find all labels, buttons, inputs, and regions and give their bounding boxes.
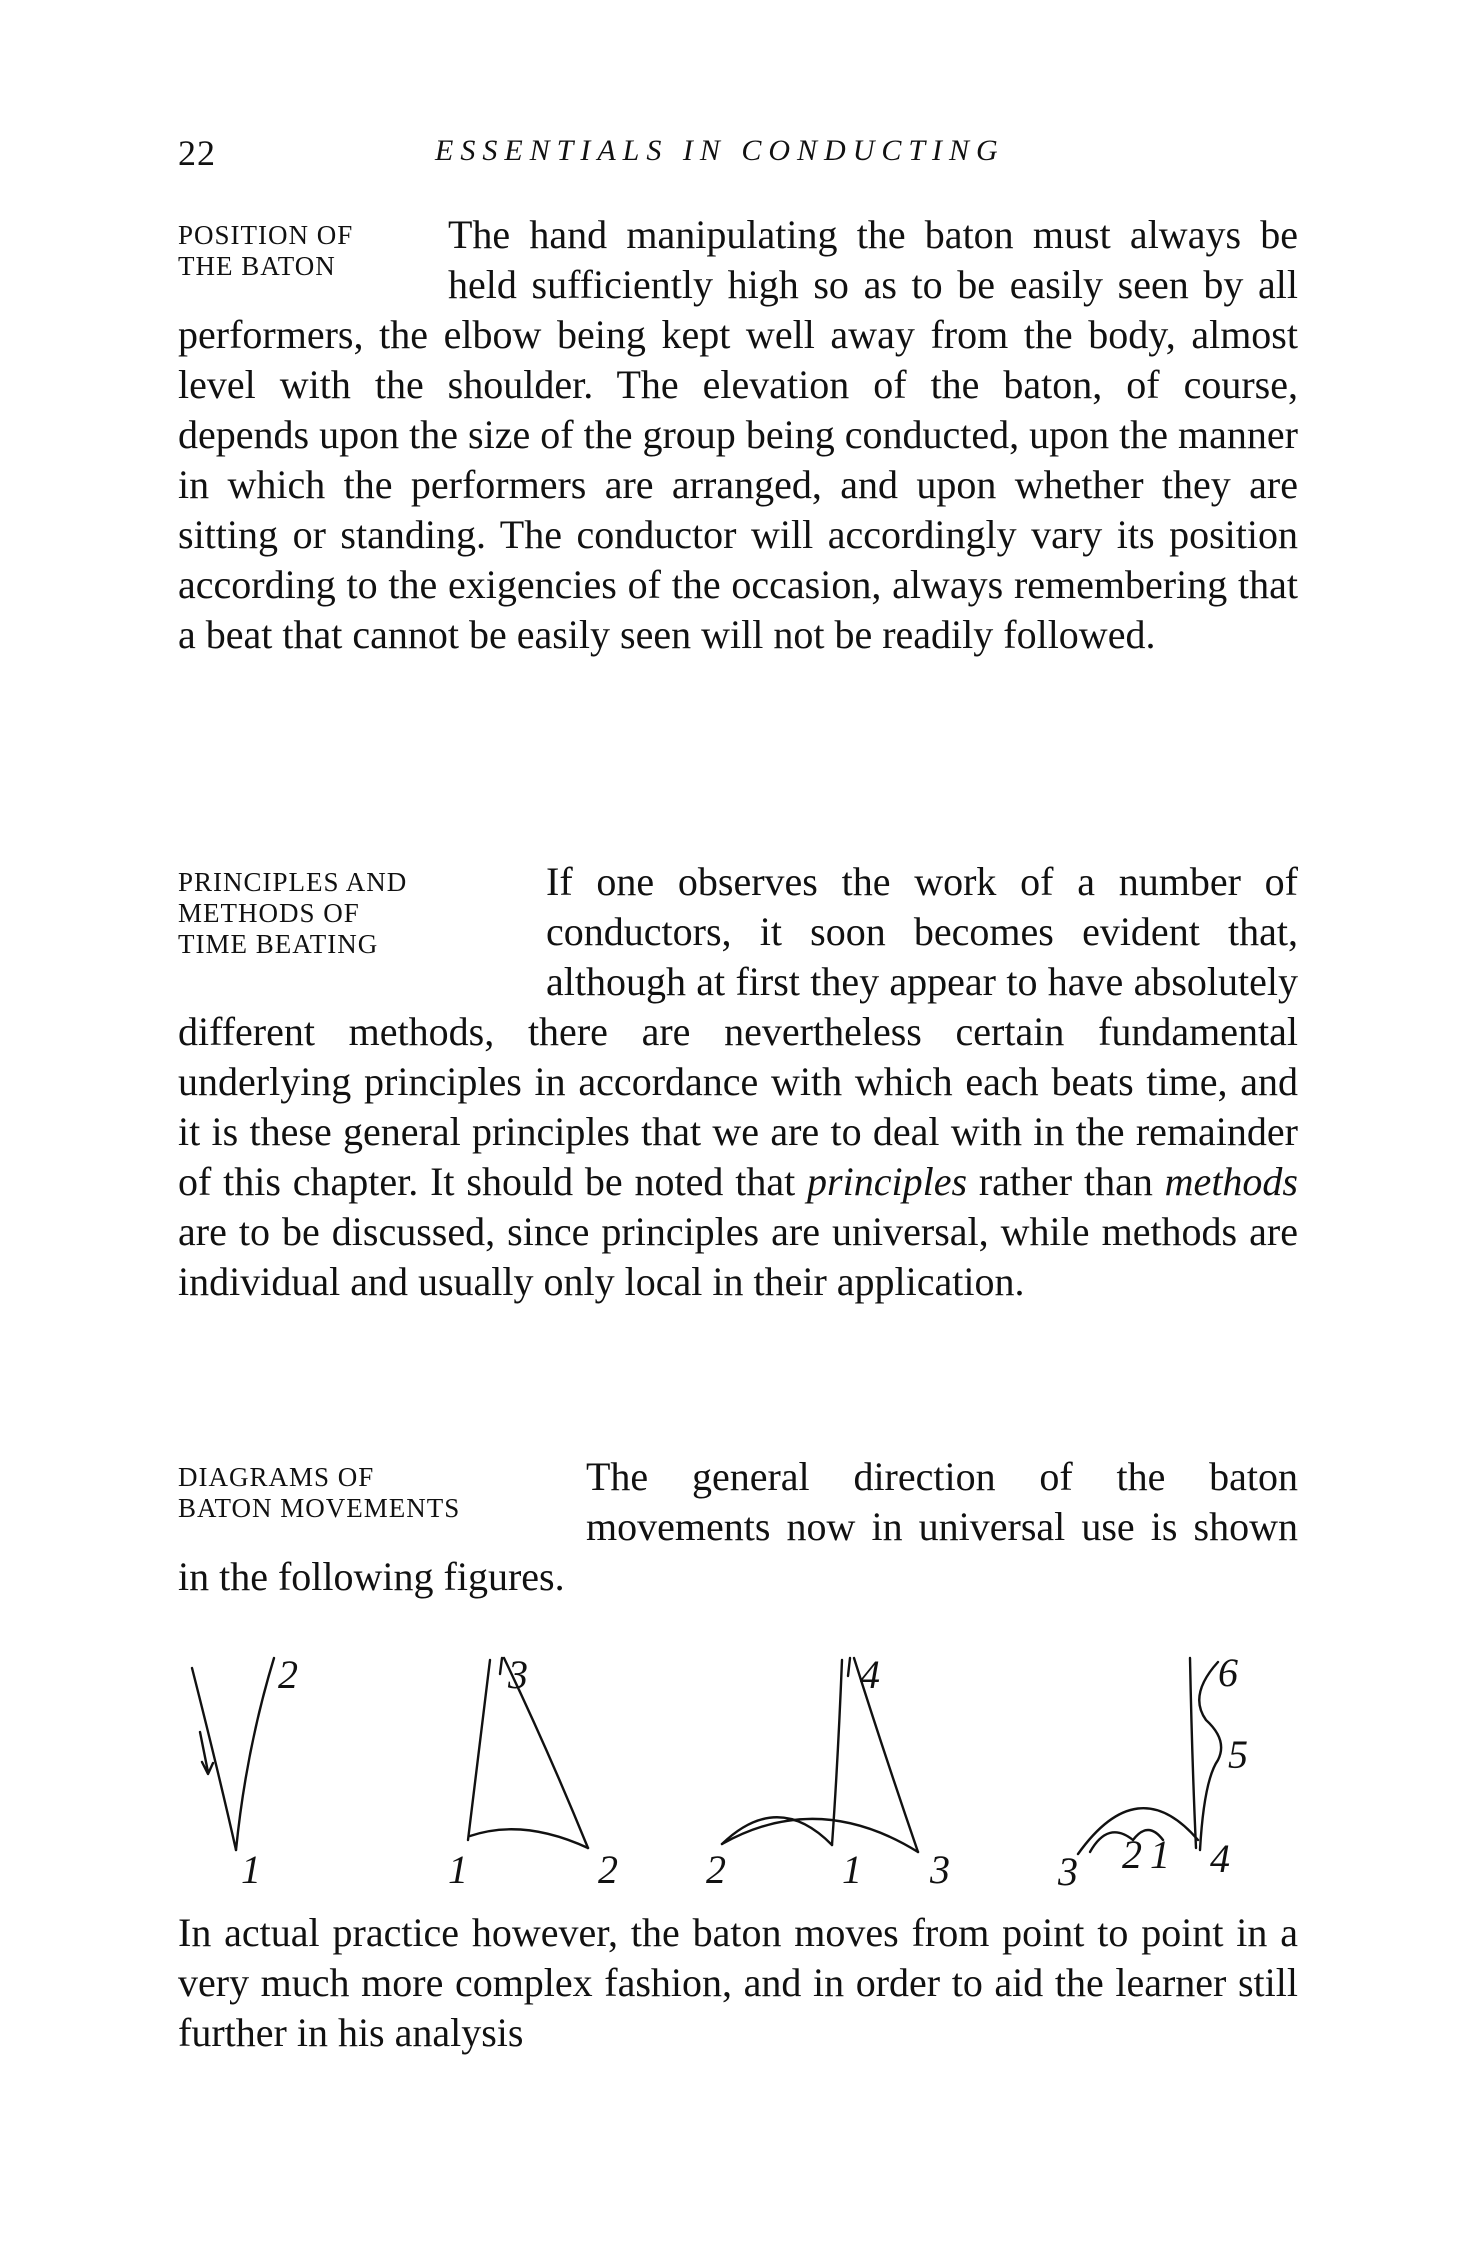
beat-number: 2 [278, 1652, 298, 1697]
running-head: ESSENTIALS IN CONDUCTING [435, 134, 1005, 167]
beat-number: 2 [1122, 1832, 1142, 1877]
six-beat-down-stroke [1190, 1658, 1196, 1848]
diagram-six-beat [1057, 1650, 1248, 1894]
three-beat-down-stroke [468, 1660, 490, 1840]
three-beat-rebound [500, 1658, 502, 1674]
section-position-of-baton [178, 210, 1298, 660]
beat-number: 1 [842, 1847, 862, 1892]
beat-number: 1 [448, 1847, 468, 1892]
section-principles-of-time-beating [178, 857, 1298, 1307]
beat-number: 2 [706, 1847, 726, 1892]
marginal-heading-line: POSITION OF [178, 220, 354, 250]
marginal-heading-line: DIAGRAMS OF [178, 1462, 375, 1492]
marginal-heading-line: TIME BEATING [178, 929, 379, 959]
baton-diagrams [178, 1640, 1298, 1894]
beat-number: 6 [1218, 1650, 1238, 1695]
three-beat-right-stroke [470, 1829, 588, 1848]
diagram-three-beat [448, 1652, 618, 1892]
section-closing [178, 1908, 1298, 2058]
arrow-icon [200, 1732, 213, 1774]
paragraph: In actual practice however, the baton moves from point to point in a very much more complex fashion, and in order to aid the learner still further in his analysis [178, 1910, 1298, 2055]
section-diagrams-of-baton-movements [178, 1452, 1298, 1602]
marginal-heading [178, 1452, 578, 1524]
marginal-heading [178, 210, 440, 282]
emphasis-methods: methods [1164, 1159, 1298, 1204]
beat-number: 3 [1058, 1849, 1078, 1894]
page-number: 22 [178, 133, 216, 173]
paragraph: The general direction of the baton movements now in universal use is shown in the following figures. [178, 1454, 1298, 1599]
baton-diagrams-svg [178, 1640, 1298, 1894]
beat-number: 3 [508, 1652, 528, 1697]
marginal-heading-line: PRINCIPLES AND [178, 867, 408, 897]
text-run: are to be discussed, since principles are universal, while methods are individual and usually only local in their application. [178, 1209, 1298, 1304]
marginal-heading [178, 857, 538, 960]
marginal-heading-line: THE BATON [178, 251, 336, 281]
beat-number: 1 [241, 1847, 261, 1892]
text-run: rather than [967, 1159, 1165, 1204]
diagram-four-beat [706, 1652, 950, 1892]
two-beat-down-stroke [192, 1668, 236, 1850]
beat-number: 5 [1228, 1732, 1248, 1777]
beat-number: 3 [930, 1847, 950, 1892]
emphasis-principles: principles [807, 1159, 968, 1204]
marginal-heading-line: METHODS OF [178, 898, 360, 928]
four-beat-rebound [848, 1658, 850, 1676]
beat-number: 4 [1210, 1836, 1230, 1881]
diagram-two-beat [192, 1652, 298, 1892]
paragraph: The hand manipulating the baton must always be held sufficiently high so as to be easily seen by all performers, the elbow being kept well away from the body, almost level with the shoulder. The elevation of the baton, of course, depends upon the size of the group being conducted, upon the manner in which the performers are arranged, and upon whether they are sitting or standing. The conductor will accordingly vary its position according to the exigencies of the occasion, always remembering that a beat that cannot be easily seen will not be readily followed. [178, 212, 1298, 657]
beat-number: 4 [860, 1652, 880, 1697]
marginal-heading-line: BATON MOVEMENTS [178, 1493, 461, 1523]
beat-number: 1 [1150, 1832, 1170, 1877]
two-beat-up-stroke [236, 1658, 274, 1850]
four-beat-left-arc [722, 1817, 832, 1845]
beat-number: 2 [598, 1847, 618, 1892]
text-run: If one observes the work of a number of conductors, it soon becomes evident that, although at first they appear to have absolutely different methods, there are nevertheless certain fundamental underlying principles in accordance with which each beats time, and it is these general principles that we are to deal with in the remainder of this chapter. It should be noted that [178, 859, 1298, 1204]
four-beat-down-stroke [832, 1660, 842, 1845]
